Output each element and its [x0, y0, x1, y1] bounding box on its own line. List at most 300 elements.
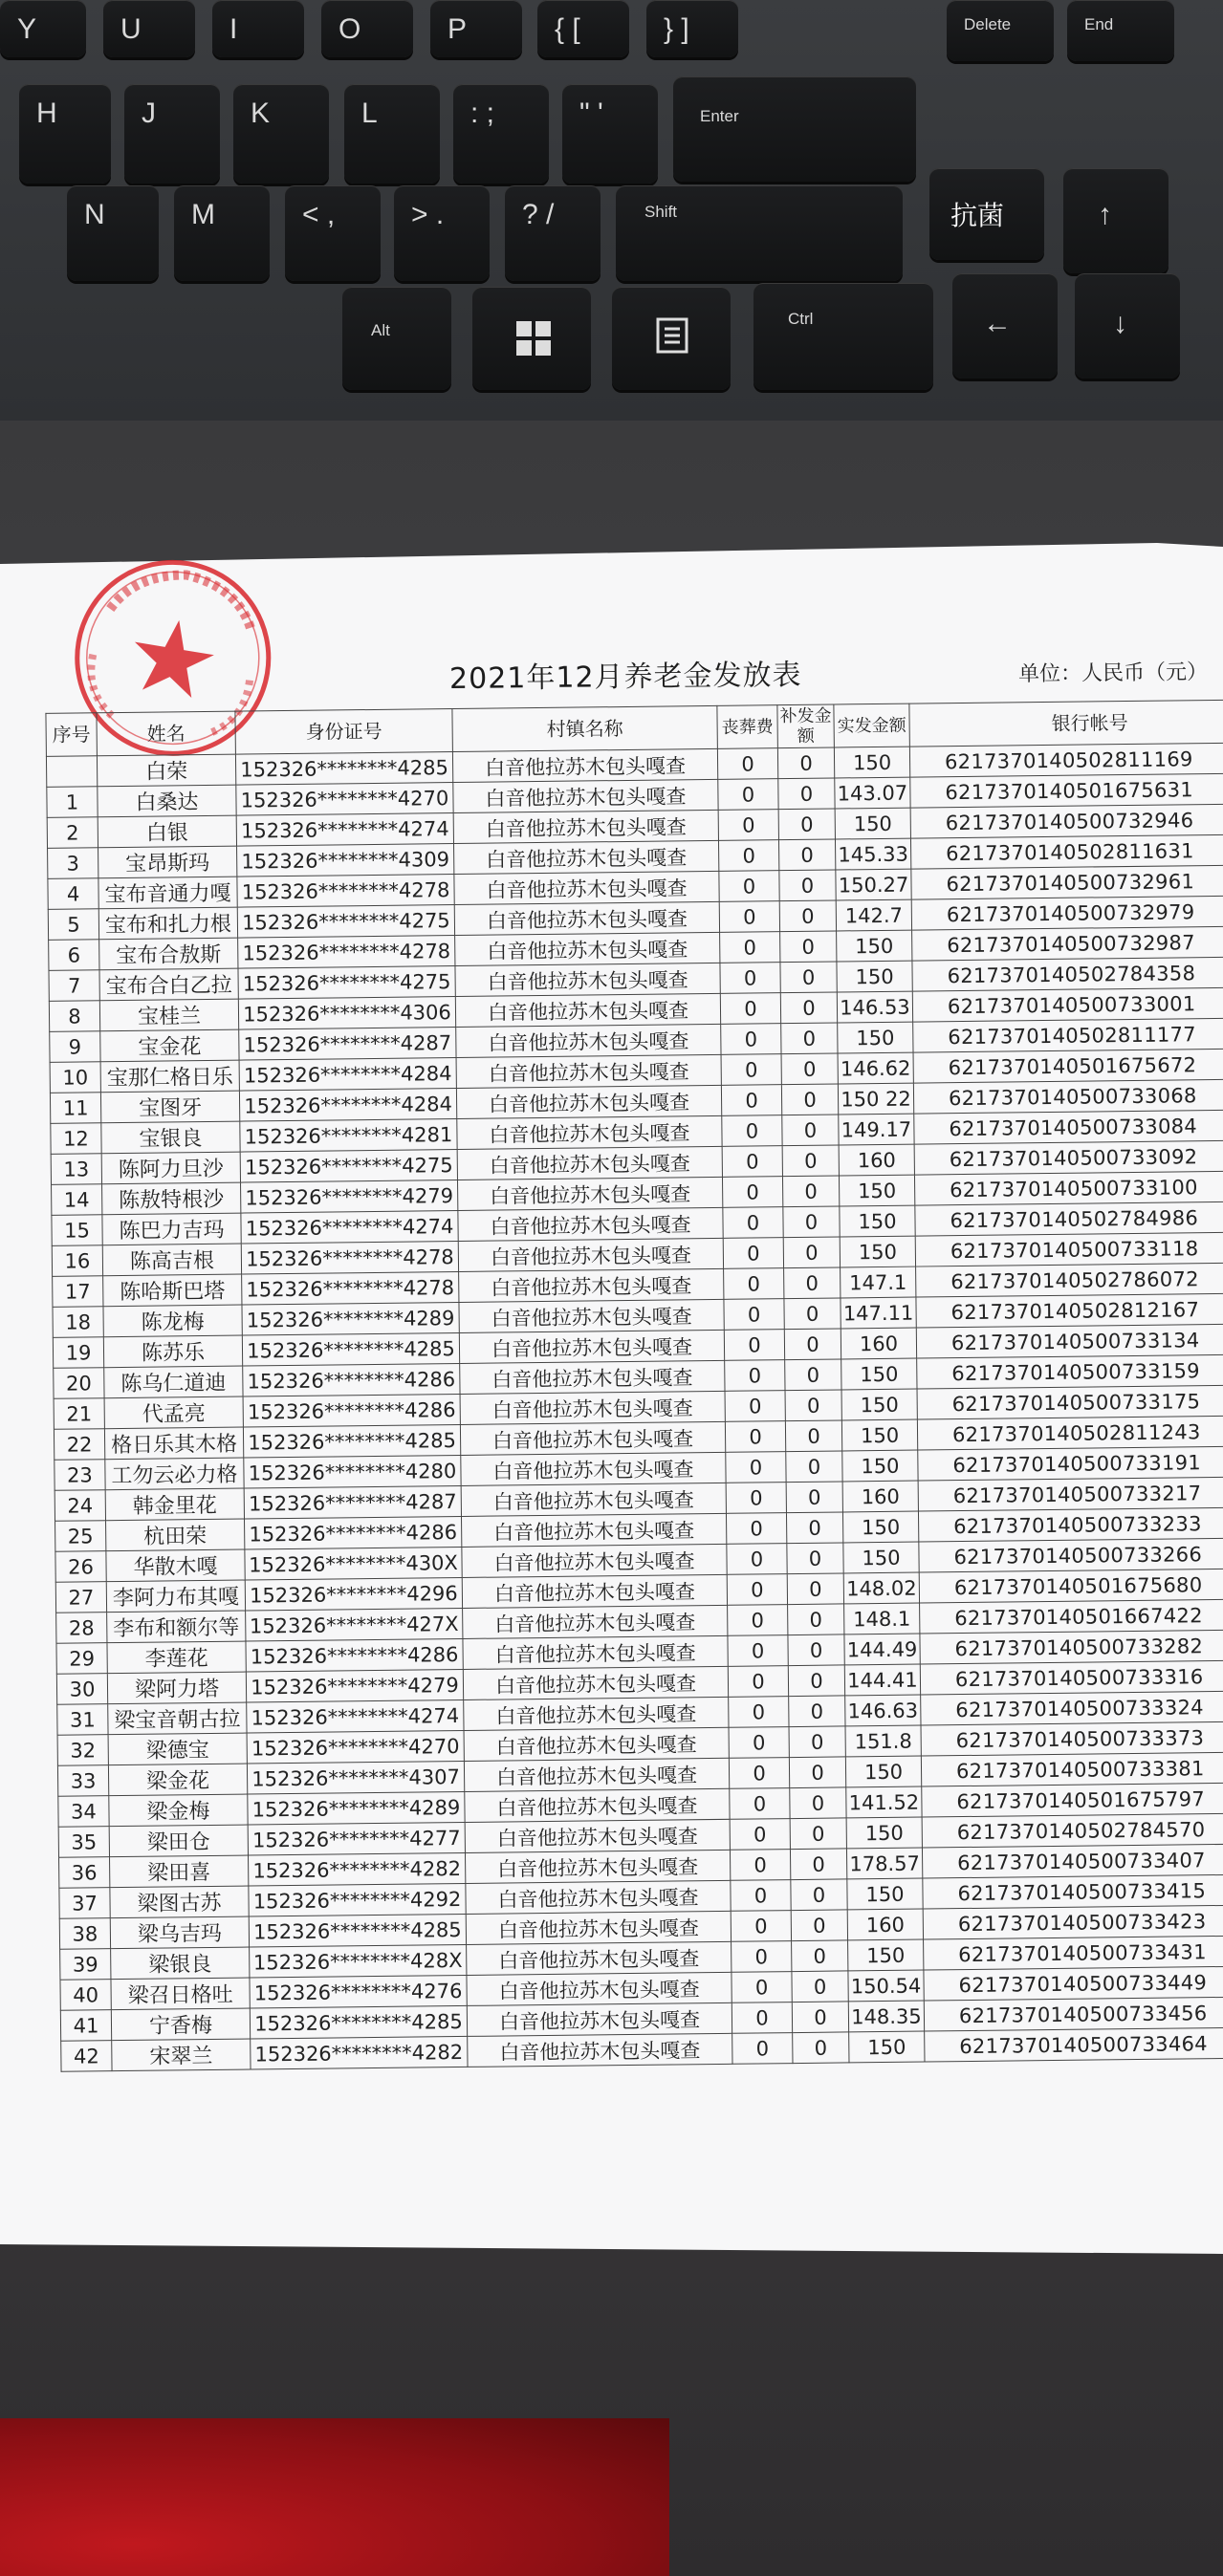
- cell-actual-amount: 145.33: [835, 838, 910, 870]
- cell-funeral-fee: 0: [718, 810, 778, 841]
- header-funeral-fee: 丧葬费: [717, 705, 778, 749]
- cell-name: 梁德宝: [108, 1733, 247, 1765]
- cell-village: 白音他拉苏木包头嘎查: [464, 1697, 729, 1730]
- cell-funeral-fee: 0: [720, 963, 780, 994]
- cell-bank-account: 6217370140502784986: [915, 1201, 1223, 1236]
- cell-village: 白音他拉苏木包头嘎查: [459, 1268, 724, 1302]
- cell-village: 白音他拉苏木包头嘎查: [459, 1299, 724, 1332]
- cell-village: 白音他拉苏木包头嘎查: [465, 1850, 730, 1883]
- cell-index: 6: [49, 940, 99, 971]
- cell-id-number: 152326********4286: [243, 1363, 460, 1396]
- header-back-pay: 补发金额: [777, 704, 835, 748]
- cell-village: 白音他拉苏木包头嘎查: [463, 1635, 728, 1669]
- cell-bank-account: 6217370140500733001: [912, 987, 1223, 1022]
- cell-back-pay: 0: [788, 1604, 844, 1635]
- cell-name: 梁金花: [108, 1764, 247, 1796]
- cell-index: 18: [53, 1307, 103, 1338]
- cell-bank-account: 6217370140501675797: [922, 1783, 1223, 1817]
- cell-index: 16: [52, 1245, 102, 1277]
- cell-name: 梁图古苏: [110, 1886, 249, 1918]
- cell-id-number: 152326********4279: [246, 1669, 463, 1702]
- cell-funeral-fee: 0: [730, 1819, 790, 1851]
- cell-actual-amount: 144.41: [844, 1664, 920, 1696]
- cell-funeral-fee: 0: [725, 1360, 785, 1392]
- cell-actual-amount: 150: [847, 1878, 923, 1910]
- cell-id-number: 152326********4286: [246, 1638, 463, 1672]
- cell-village: 白音他拉苏木包头嘎查: [456, 1054, 721, 1088]
- cell-back-pay: 0: [786, 1512, 842, 1544]
- cell-id-number: 152326********4285: [249, 1914, 466, 1947]
- cell-name: 白荣: [97, 754, 235, 787]
- cell-bank-account: 6217370140501675672: [913, 1049, 1223, 1083]
- cell-funeral-fee: 0: [719, 871, 779, 902]
- cell-back-pay: 0: [788, 1634, 844, 1666]
- cell-bank-account: 6217370140500733100: [914, 1171, 1223, 1205]
- cell-village: 白音他拉苏木包头嘎查: [457, 1177, 722, 1210]
- cell-back-pay: 0: [779, 900, 836, 932]
- key-n: N: [67, 185, 159, 281]
- cell-id-number: 152326********4284: [239, 1089, 456, 1122]
- cell-back-pay: 0: [783, 1206, 840, 1238]
- cell-actual-amount: 150 22: [838, 1083, 913, 1115]
- cell-actual-amount: 150: [846, 1817, 922, 1849]
- cell-index: 5: [48, 909, 98, 941]
- cell-funeral-fee: 0: [727, 1544, 787, 1575]
- cell-id-number: 152326********4274: [247, 1699, 464, 1733]
- key-windows: [472, 287, 591, 390]
- cell-actual-amount: 148.02: [843, 1572, 919, 1604]
- cell-back-pay: 0: [789, 1726, 845, 1758]
- cell-back-pay: 0: [780, 992, 837, 1024]
- windows-logo-icon: [514, 319, 553, 357]
- cell-id-number: 152326********4285: [250, 2005, 467, 2039]
- cell-actual-amount: 150: [843, 1542, 919, 1573]
- cell-name: 白桑达: [98, 785, 236, 817]
- cell-village: 白音他拉苏木包头嘎查: [452, 748, 717, 782]
- cell-bank-account: 6217370140500733191: [918, 1446, 1223, 1481]
- key-comma: < ,: [285, 185, 381, 281]
- cell-back-pay: 0: [789, 1757, 845, 1788]
- cell-name: 陈乌仁道迪: [104, 1366, 243, 1398]
- cell-name: 李布和额尔等: [107, 1611, 246, 1643]
- cell-actual-amount: 150: [842, 1511, 918, 1543]
- key-arrow-left: ←: [952, 273, 1058, 379]
- cell-bank-account: 6217370140500733217: [918, 1477, 1223, 1511]
- cell-actual-amount: 142.7: [836, 899, 911, 931]
- cell-name: 宝布音通力嘎: [98, 877, 237, 909]
- cell-actual-amount: 148.1: [844, 1603, 920, 1634]
- cell-back-pay: 0: [784, 1298, 841, 1330]
- cell-back-pay: 0: [790, 1787, 846, 1819]
- cell-funeral-fee: 0: [729, 1697, 789, 1728]
- cell-index: 4: [48, 878, 98, 910]
- cell-back-pay: 0: [792, 2002, 848, 2033]
- cell-funeral-fee: 0: [722, 1146, 782, 1178]
- cell-actual-amount: 150: [848, 1939, 924, 1971]
- cell-id-number: 152326********427X: [246, 1608, 463, 1641]
- document-title: 2021年12月养老金发放表: [448, 658, 802, 697]
- cell-index: 28: [56, 1613, 107, 1644]
- cell-index: 26: [55, 1551, 106, 1583]
- cell-index: 29: [56, 1643, 107, 1675]
- cell-name: 代孟亮: [104, 1396, 243, 1429]
- cell-bank-account: 6217370140500732946: [910, 804, 1223, 838]
- cell-bank-account: 6217370140500733464: [925, 2027, 1223, 2062]
- cell-bank-account: 6217370140502812167: [916, 1293, 1223, 1328]
- cell-index: 9: [50, 1031, 100, 1063]
- cell-id-number: 152326********4278: [242, 1271, 459, 1305]
- cell-funeral-fee: 0: [732, 2033, 793, 2065]
- cell-index: 34: [58, 1796, 109, 1828]
- cell-village: 白音他拉苏木包头嘎查: [454, 840, 719, 874]
- cell-funeral-fee: 0: [721, 1085, 781, 1116]
- cell-bank-account: 6217370140500732987: [912, 926, 1223, 961]
- cell-bank-account: 6217370140500733381: [921, 1752, 1223, 1786]
- cell-bank-account: 6217370140500733456: [924, 1997, 1223, 2031]
- cell-actual-amount: 150.54: [848, 1970, 924, 2002]
- cell-id-number: 152326********4289: [242, 1302, 459, 1335]
- cell-bank-account: 6217370140501675631: [910, 773, 1223, 808]
- cell-id-number: 152326********4278: [238, 936, 455, 969]
- cell-back-pay: 0: [793, 2032, 849, 2064]
- cell-village: 白音他拉苏木包头嘎查: [457, 1146, 722, 1180]
- key-period: > .: [394, 185, 490, 281]
- key-y: Y: [0, 0, 86, 57]
- cell-id-number: 152326********4296: [245, 1577, 462, 1611]
- cell-funeral-fee: 0: [722, 1177, 782, 1208]
- key-slash: ? /: [505, 185, 601, 281]
- cell-index: 24: [55, 1490, 105, 1522]
- cell-name: 宝布合白乙拉: [99, 968, 238, 1001]
- cell-index: 40: [60, 1980, 111, 2011]
- cell-village: 白音他拉苏木包头嘎查: [467, 2002, 732, 2036]
- cell-name: 宝图牙: [100, 1091, 239, 1123]
- cell-back-pay: 0: [785, 1359, 841, 1391]
- cell-name: 白银: [98, 815, 236, 848]
- cell-funeral-fee: 0: [729, 1758, 789, 1789]
- cell-bank-account: 6217370140502811177: [913, 1018, 1223, 1052]
- key-bracket-left: { [: [537, 0, 629, 57]
- cell-index: 3: [48, 848, 98, 879]
- cell-id-number: 152326********430X: [245, 1547, 462, 1580]
- cell-index: 38: [59, 1918, 110, 1950]
- cell-actual-amount: 150: [837, 930, 912, 962]
- cell-id-number: 152326********4285: [235, 752, 452, 786]
- cell-funeral-fee: 0: [728, 1666, 788, 1698]
- cell-actual-amount: 151.8: [845, 1725, 921, 1757]
- cell-id-number: 152326********4292: [249, 1883, 466, 1916]
- cell-id-number: 152326********4275: [238, 966, 455, 1000]
- cell-id-number: 152326********4286: [245, 1516, 462, 1549]
- cell-bank-account: 6217370140501667422: [920, 1599, 1223, 1634]
- cell-village: 白音他拉苏木包头嘎查: [454, 901, 719, 935]
- cell-index: 42: [61, 2041, 112, 2072]
- cell-name: 格日乐其木格: [104, 1427, 243, 1460]
- cell-funeral-fee: 0: [730, 1850, 790, 1881]
- cell-funeral-fee: 0: [729, 1727, 789, 1759]
- cell-bank-account: 6217370140500733407: [922, 1844, 1223, 1878]
- cell-funeral-fee: 0: [727, 1574, 787, 1606]
- cell-village: 白音他拉苏木包头嘎查: [455, 963, 720, 996]
- cell-village: 白音他拉苏木包头嘎查: [460, 1360, 725, 1394]
- cell-actual-amount: 178.57: [846, 1848, 922, 1879]
- cell-name: 杭田荣: [106, 1519, 245, 1551]
- cell-index: 25: [55, 1521, 106, 1552]
- cell-id-number: 152326********4309: [237, 844, 454, 877]
- cell-actual-amount: 150: [841, 1419, 917, 1451]
- cell-back-pay: 0: [789, 1696, 845, 1727]
- cell-name: 陈高吉根: [102, 1244, 241, 1276]
- cell-actual-amount: 150: [840, 1205, 915, 1237]
- cell-village: 白音他拉苏木包头嘎查: [467, 1941, 732, 1975]
- cell-actual-amount: 150: [840, 1236, 915, 1267]
- cell-index: 21: [54, 1398, 104, 1430]
- cell-back-pay: 0: [778, 839, 835, 871]
- cell-actual-amount: 150: [841, 1358, 917, 1390]
- cell-village: 白音他拉苏木包头嘎查: [466, 1911, 731, 1944]
- cell-actual-amount: 149.17: [839, 1114, 914, 1145]
- cell-index: 1: [47, 787, 98, 818]
- cell-name: 宝银良: [101, 1121, 240, 1154]
- cell-village: 白音他拉苏木包头嘎查: [465, 1819, 730, 1852]
- key-menu: [612, 287, 731, 390]
- cell-id-number: 152326********4286: [243, 1394, 460, 1427]
- cell-village: 白音他拉苏木包头嘎查: [463, 1666, 728, 1699]
- cell-name: 梁田喜: [110, 1855, 249, 1888]
- key-antibacterial-badge: 抗菌: [929, 168, 1044, 260]
- cell-back-pay: 0: [790, 1849, 846, 1880]
- cell-name: 梁阿力塔: [107, 1672, 246, 1704]
- cell-id-number: 152326********4270: [236, 783, 453, 816]
- cell-village: 白音他拉苏木包头嘎查: [464, 1758, 729, 1791]
- header-name: 姓名: [97, 711, 236, 756]
- cell-actual-amount: 160: [839, 1144, 914, 1176]
- cell-id-number: 152326********4274: [241, 1210, 458, 1244]
- cell-bank-account: 6217370140500733373: [921, 1721, 1223, 1756]
- cell-back-pay: 0: [785, 1420, 841, 1452]
- cell-id-number: 152326********4287: [244, 1485, 461, 1519]
- cell-bank-account: 6217370140500733282: [920, 1630, 1223, 1664]
- cell-name: 宝布和扎力根: [98, 907, 237, 940]
- cell-actual-amount: 150: [845, 1756, 921, 1787]
- cell-name: 陈哈斯巴塔: [103, 1274, 242, 1307]
- key-end: End: [1067, 0, 1174, 61]
- cell-id-number: 152326********4279: [241, 1180, 458, 1213]
- cell-index: 14: [52, 1184, 102, 1216]
- key-arrow-up: ↑: [1063, 168, 1168, 273]
- cell-actual-amount: 150: [841, 1389, 917, 1420]
- cell-actual-amount: 146.53: [837, 991, 912, 1023]
- cell-funeral-fee: 0: [717, 748, 777, 780]
- cell-id-number: 152326********4289: [248, 1791, 465, 1825]
- cell-index: 13: [51, 1154, 101, 1185]
- cell-back-pay: 0: [785, 1390, 841, 1421]
- cell-id-number: 152326********4281: [240, 1119, 457, 1153]
- cell-funeral-fee: 0: [721, 1024, 781, 1055]
- key-h: H: [19, 84, 111, 184]
- cell-name: 梁银良: [111, 1947, 250, 1980]
- cell-index: 22: [54, 1429, 104, 1461]
- cell-back-pay: 0: [778, 809, 835, 840]
- cell-id-number: 152326********4285: [242, 1332, 459, 1366]
- cell-name: 李阿力布其嘎: [106, 1580, 245, 1613]
- cell-name: 梁金梅: [109, 1794, 248, 1827]
- cell-id-number: 152326********4306: [238, 997, 455, 1030]
- key-p: P: [430, 0, 522, 57]
- cell-funeral-fee: 0: [730, 1788, 790, 1820]
- cell-name: 陈巴力吉玛: [102, 1213, 241, 1245]
- cell-index: 20: [54, 1368, 104, 1399]
- cell-id-number: 152326********428X: [250, 1944, 467, 1978]
- cell-index: 36: [59, 1857, 110, 1889]
- cell-bank-account: 6217370140500732961: [911, 865, 1223, 899]
- cell-index: 11: [50, 1093, 100, 1124]
- cell-village: 白音他拉苏木包头嘎查: [462, 1574, 727, 1608]
- cell-actual-amount: 150: [837, 961, 912, 992]
- cell-actual-amount: 150: [835, 808, 910, 839]
- cell-id-number: 152326********4284: [239, 1058, 456, 1092]
- cell-bank-account: 6217370140500733324: [921, 1691, 1223, 1725]
- cell-funeral-fee: 0: [732, 1941, 792, 1973]
- header-id-number: 身份证号: [235, 709, 452, 755]
- cell-back-pay: 0: [791, 1879, 847, 1911]
- cell-actual-amount: 143.07: [835, 777, 910, 809]
- cell-name: 华散木嘎: [106, 1549, 245, 1582]
- cell-funeral-fee: 0: [719, 901, 779, 933]
- cell-back-pay: 0: [790, 1818, 846, 1850]
- cell-village: 白音他拉苏木包头嘎查: [461, 1452, 726, 1485]
- cell-actual-amount: 150.27: [836, 869, 911, 900]
- cell-name: 陈阿力旦沙: [101, 1152, 240, 1184]
- keyboard-background: [0, 0, 1223, 421]
- header-index: 序号: [46, 713, 98, 757]
- cell-id-number: 152326********4278: [237, 875, 454, 908]
- key-arrow-down: ↓: [1075, 273, 1180, 379]
- cell-index: 27: [55, 1582, 106, 1613]
- cell-village: 白音他拉苏木包头嘎查: [461, 1513, 726, 1547]
- cell-back-pay: 0: [788, 1665, 844, 1697]
- cell-index: 39: [60, 1949, 111, 1981]
- cell-bank-account: 6217370140500733449: [924, 1966, 1223, 2001]
- cell-name: 宝昂斯玛: [98, 846, 237, 878]
- cell-id-number: 152326********4275: [240, 1149, 457, 1182]
- cell-actual-amount: 148.35: [848, 2001, 924, 2032]
- key-l: L: [344, 84, 440, 184]
- key-k: K: [233, 84, 329, 184]
- cell-actual-amount: 150: [834, 747, 909, 778]
- cell-village: 白音他拉苏木包头嘎查: [459, 1330, 724, 1363]
- cell-village: 白音他拉苏木包头嘎查: [455, 932, 720, 965]
- cell-actual-amount: 160: [847, 1909, 923, 1940]
- cell-funeral-fee: 0: [731, 1880, 791, 1912]
- cell-bank-account: 6217370140502811169: [909, 743, 1223, 777]
- cell-name: 陈苏乐: [103, 1335, 242, 1368]
- key-delete: Delete: [947, 0, 1054, 61]
- header-actual-amount: 实发金额: [834, 704, 910, 747]
- cell-name: 梁田仓: [109, 1825, 248, 1857]
- cell-back-pay: 0: [780, 962, 837, 993]
- cell-bank-account: 6217370140502784358: [912, 957, 1223, 991]
- cell-village: 白音他拉苏木包头嘎查: [465, 1788, 730, 1822]
- cell-back-pay: 0: [784, 1329, 841, 1360]
- cell-bank-account: 6217370140500733084: [914, 1110, 1223, 1144]
- cell-id-number: 152326********4285: [243, 1424, 460, 1458]
- cell-name: 梁召日格吐: [111, 1978, 250, 2010]
- cell-bank-account: 6217370140500733431: [924, 1936, 1223, 1970]
- cell-village: 白音他拉苏木包头嘎查: [460, 1421, 725, 1455]
- cell-name: 梁宝音朝古拉: [108, 1702, 247, 1735]
- cell-back-pay: 0: [780, 931, 837, 963]
- key-quote: " ': [562, 84, 658, 184]
- cell-actual-amount: 146.62: [838, 1052, 913, 1084]
- cell-id-number: 152326********4277: [248, 1822, 465, 1855]
- cell-actual-amount: 160: [842, 1481, 918, 1512]
- cell-bank-account: 6217370140500733118: [915, 1232, 1223, 1266]
- cell-actual-amount: 144.49: [844, 1634, 920, 1665]
- cell-name: 宋翠兰: [112, 2039, 251, 2071]
- cell-index: 37: [59, 1888, 110, 1919]
- cell-village: 白音他拉苏木包头嘎查: [460, 1391, 725, 1424]
- cell-actual-amount: 146.63: [845, 1695, 921, 1726]
- red-cloth: [0, 2418, 669, 2576]
- cell-index: 10: [50, 1062, 100, 1093]
- cell-funeral-fee: 0: [726, 1483, 786, 1514]
- cell-index: 23: [55, 1460, 105, 1491]
- cell-funeral-fee: 0: [723, 1207, 783, 1239]
- cell-back-pay: 0: [786, 1451, 842, 1483]
- cell-village: 白音他拉苏木包头嘎查: [466, 1880, 731, 1914]
- cell-name: 宁香梅: [111, 2008, 250, 2041]
- cell-back-pay: 0: [781, 1084, 838, 1115]
- pension-table: [45, 699, 1223, 2071]
- cell-index: 8: [49, 1001, 99, 1032]
- cell-name: 陈敖特根沙: [102, 1182, 241, 1215]
- cell-back-pay: 0: [781, 1023, 838, 1054]
- cell-index: 19: [53, 1337, 103, 1369]
- cell-name: 工勿云必力格: [105, 1458, 244, 1490]
- key-shift: Shift: [616, 185, 903, 281]
- cell-village: 白音他拉苏木包头嘎查: [454, 871, 719, 904]
- cell-actual-amount: 150: [849, 2031, 925, 2063]
- cell-name: 陈龙梅: [103, 1305, 242, 1337]
- key-ctrl: Ctrl: [753, 283, 933, 390]
- key-bracket-right: } ]: [646, 0, 738, 57]
- cell-funeral-fee: 0: [726, 1452, 786, 1483]
- cell-index: 12: [51, 1123, 101, 1155]
- cell-bank-account: 6217370140500733423: [923, 1905, 1223, 1939]
- cell-village: 白音他拉苏木包头嘎查: [456, 1085, 721, 1118]
- cell-name: 宝桂兰: [99, 999, 238, 1031]
- key-enter: Enter: [673, 76, 916, 182]
- key-i: I: [212, 0, 304, 57]
- cell-bank-account: 6217370140501675680: [919, 1569, 1223, 1603]
- cell-name: 梁乌吉玛: [110, 1916, 249, 1949]
- cell-bank-account: 6217370140502786072: [916, 1263, 1223, 1297]
- cell-index: 41: [60, 2010, 111, 2042]
- cell-bank-account: 6217370140500733092: [914, 1140, 1223, 1175]
- cell-back-pay: 0: [792, 1971, 848, 2002]
- cell-village: 白音他拉苏木包头嘎查: [458, 1238, 723, 1271]
- cell-index: 31: [57, 1704, 108, 1736]
- cell-funeral-fee: 0: [725, 1391, 785, 1422]
- cell-village: 白音他拉苏木包头嘎查: [458, 1207, 723, 1241]
- cell-funeral-fee: 0: [724, 1299, 784, 1331]
- cell-village: 白音他拉苏木包头嘎查: [467, 1972, 732, 2005]
- key-semicolon: : ;: [453, 84, 549, 184]
- cell-index: 30: [56, 1674, 107, 1705]
- cell-funeral-fee: 0: [724, 1268, 784, 1300]
- cell-village: 白音他拉苏木包头嘎查: [453, 810, 718, 843]
